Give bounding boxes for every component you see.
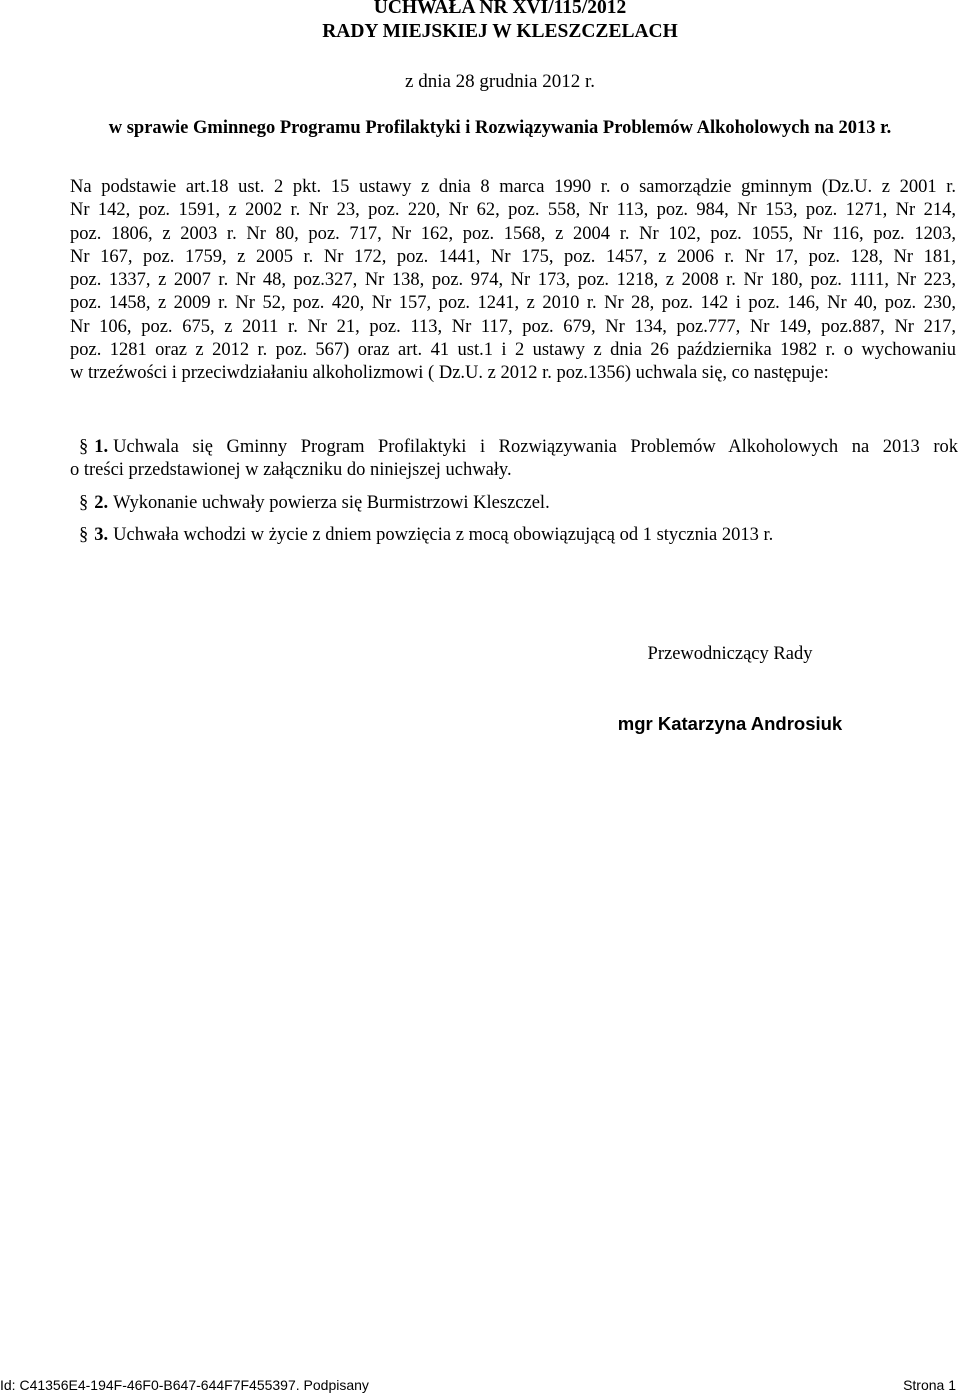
resolution-title-line1: UCHWAŁA NR XVI/115/2012	[373, 0, 627, 18]
signatory-name: mgr Katarzyna Androsiuk	[617, 713, 843, 734]
preamble-line: poz. 1337, z 2007 r. Nr 48, poz.327, Nr 138, poz. 974, Nr 173, poz. 1218, z 2008 r. Nr 180, poz. 1111, Nr 223,	[70, 270, 956, 291]
paragraph-1	[70, 436, 958, 483]
paragraph-3-line	[70, 524, 958, 547]
section-symbol: §	[79, 437, 89, 457]
preamble-line: poz. 1281 oraz z 2012 r. poz. 567) oraz art. 41 ust.1 i 2 ustawy z dnia 26 października 1982 r. o wychowaniu	[70, 340, 956, 361]
signatory-role: Przewodniczący Rady	[647, 644, 813, 664]
preamble-line: w trzeźwości i przeciwdziałaniu alkoholizmowi ( Dz.U. z 2012 r. poz.1356) uchwala się, co następuje:	[70, 363, 829, 384]
page-number: Strona 1	[903, 1377, 956, 1393]
preamble-line: Na podstawie art.18 ust. 2 pkt. 15 ustawy z dnia 8 marca 1990 r. o samorządzie gminnym (Dz.U. z 2001 r.	[70, 177, 956, 197]
resolution-date: z dnia 28 grudnia 2012 r.	[405, 71, 595, 92]
paragraph-1-line: o treści przedstawionej w załączniku do niniejszej uchwały.	[70, 460, 512, 481]
paragraph-number: 3.	[94, 525, 109, 545]
paragraph-number: 1.	[94, 437, 109, 457]
paragraph-text: Wykonanie uchwały powierza się Burmistrzowi Kleszczel.	[113, 493, 550, 513]
paragraph-2	[70, 492, 958, 515]
paragraph-1-line	[70, 436, 958, 459]
preamble-line: poz. 1458, z 2009 r. Nr 52, poz. 420, Nr 157, poz. 1241, z 2010 r. Nr 28, poz. 142 i poz. 146, Nr 40, poz. 230,	[70, 293, 956, 314]
preamble-line: poz. 1806, z 2003 r. Nr 80, poz. 717, Nr 162, poz. 1568, z 2004 r. Nr 102, poz. 1055, Nr 116, poz. 1203,	[70, 223, 956, 244]
preamble-line: Nr 167, poz. 1759, z 2005 r. Nr 172, poz. 1441, Nr 175, poz. 1457, z 2006 r. Nr 17, poz. 128, Nr 181,	[70, 246, 956, 267]
resolution-subject: w sprawie Gminnego Programu Profilaktyki i Rozwiązywania Problemów Alkoholowych na 2013 r.	[108, 118, 892, 138]
section-symbol: §	[79, 525, 89, 545]
paragraph-2-line	[70, 492, 958, 515]
resolution-title-line2: RADY MIEJSKIEJ W KLESZCZELACH	[322, 21, 678, 42]
paragraph-text: Uchwała wchodzi w życie z dniem powzięcia z mocą obowiązującą od 1 stycznia 2013 r.	[113, 525, 774, 545]
preamble-line: Nr 142, poz. 1591, z 2002 r. Nr 23, poz. 220, Nr 62, poz. 558, Nr 113, poz. 984, Nr 153, poz. 1271, Nr 214,	[70, 200, 956, 221]
preamble	[70, 176, 956, 386]
paragraph-3	[70, 524, 958, 547]
document-id: Id: C41356E4-194F-46F0-B647-644F7F455397. Podpisany	[0, 1377, 369, 1393]
preamble-line: Nr 106, poz. 675, z 2011 r. Nr 21, poz. 113, Nr 117, poz. 679, Nr 134, poz.777, Nr 149, poz.887, Nr 217,	[70, 316, 956, 337]
section-symbol: §	[79, 493, 89, 513]
paragraph-text: Uchwala się Gminny Program Profilaktyki i Rozwiązywania Problemów Alkoholowych na 2013 rok	[113, 437, 958, 457]
paragraph-number: 2.	[94, 493, 109, 513]
